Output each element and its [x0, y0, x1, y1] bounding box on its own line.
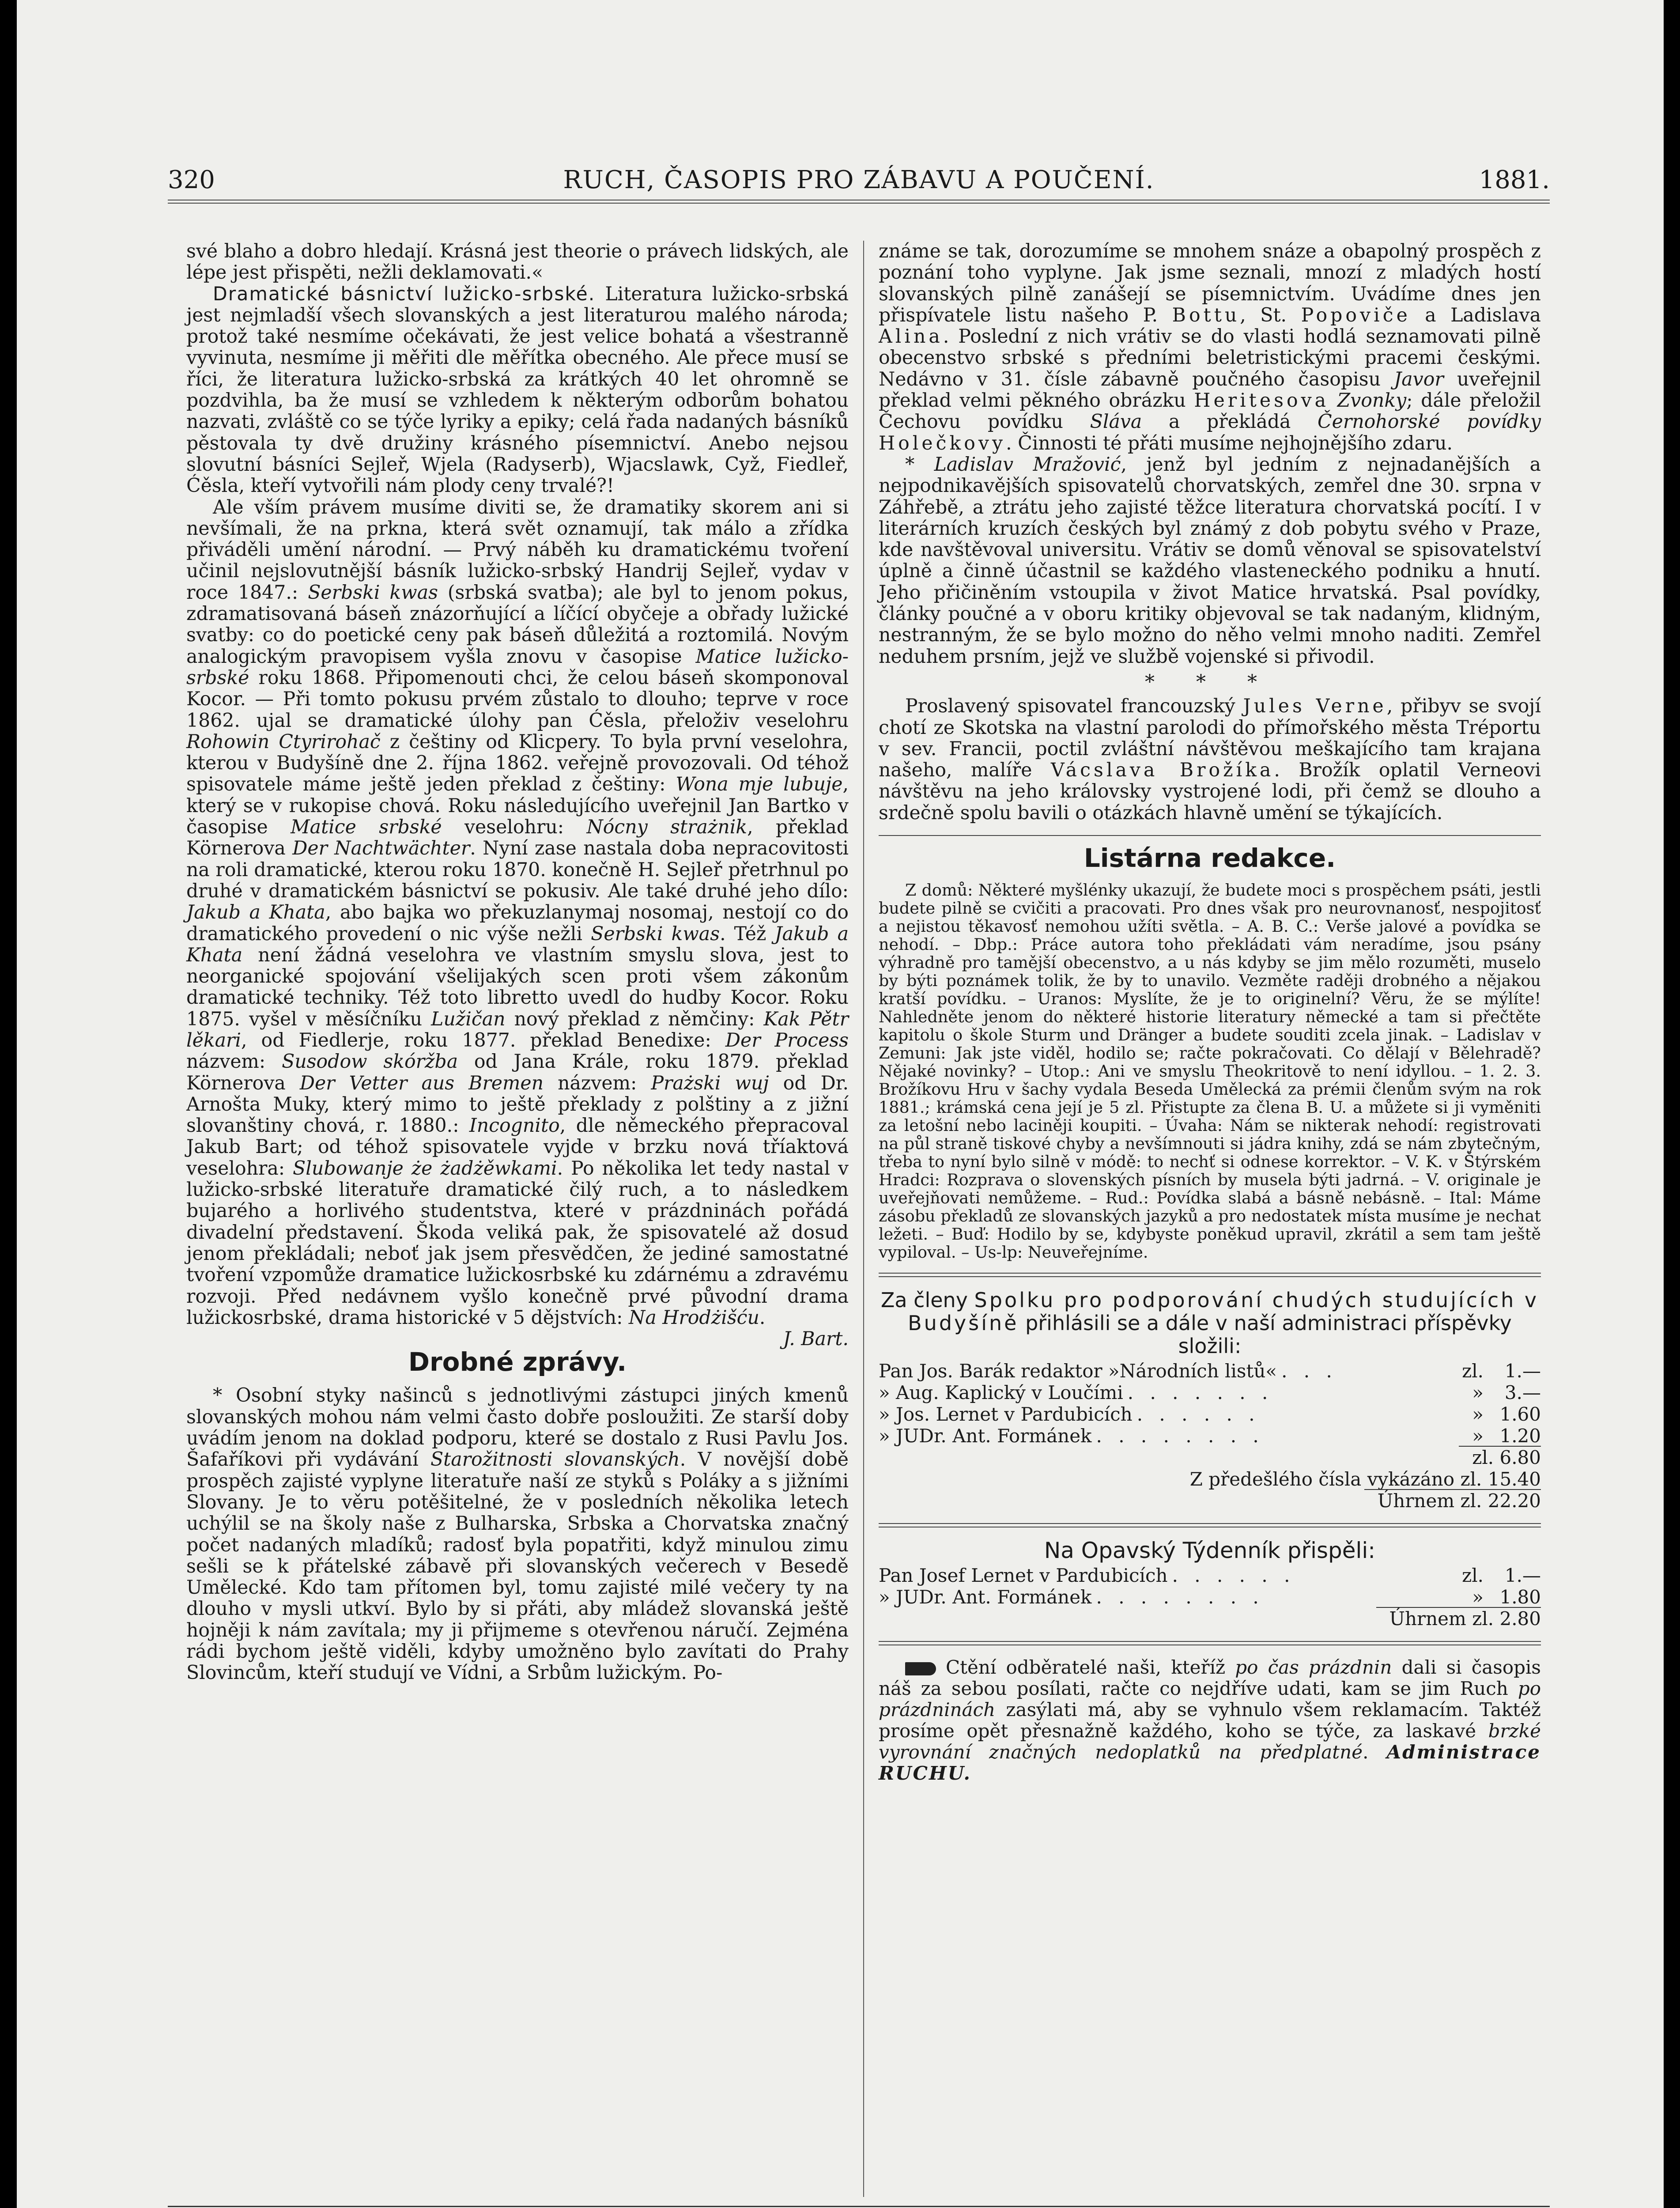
- title-ref: Kak Pětr lěkari: [186, 1008, 849, 1051]
- text: , jenž byl jedním z nejnadanějších a nejpodnikavějších spisovatelů chorvatských, zemřel dne 30. srpna v Záhřebě, a ztrátu jeho zajisté těžce literatura chorvatská pocítí. I v literárních kruzích českých byl známý z dob pobytu svého v Praze, kde navštěvoval universitu. Vrátiv se domů věnoval se spisovatelství úplně a činně účastnil se každého vlasteneckého podniku a hnutí. Jeho přičiněním vstoupila v život Matice hrvatská. Psal povídky, články poučné a v oboru kritiky objevoval se tak nadaným, klidným, nestranným, že se bylo možno do něho velmi mnoho naditi. Zemřel neduhem prsním, jejž ve službě vojenské si přivodil.: [879, 453, 1541, 668]
- spolek-subtotal: [879, 1447, 1541, 1468]
- text: Ale vším právem musíme diviti se, že dramatiky skorem ani si nevšímali, že na prkna, která svět oznamují, tak málo a zřídka přiváděli umění národní. — Prvý náběh ku dramatickému tvoření učinil nejslovutnější básník lužicko-srbský Handrij Sejleř, vydav v roce 1847.:: [186, 496, 849, 604]
- title-ref: Nócny strażnik: [586, 816, 748, 839]
- text: [1329, 389, 1337, 412]
- subtotal-value: zl. 6.80: [1459, 1446, 1541, 1468]
- amount: 3.—: [1504, 1382, 1541, 1404]
- currency: »: [1472, 1425, 1484, 1447]
- title-ref: Der Nachtwächter: [292, 837, 470, 860]
- text: a Ladislava: [1410, 304, 1541, 326]
- text: ; dále přeložil Čechovu povídku: [879, 389, 1541, 433]
- leader-dots: . . . . . . . .: [1096, 1425, 1264, 1447]
- title-ref: Javor: [1394, 368, 1444, 390]
- text: , přibyv se svojí chotí ze Skotska na vlastní parolodi do přímořského města Tréportu v sev. Francii, poctil zvláštní návštěvou meškajícího tam krajana našeho, malíře: [879, 695, 1541, 782]
- contributor-name: » Jos. Lernet v Pardubicích: [879, 1403, 1133, 1425]
- text: . V novější době prospěch zajisté vyplyne literatuře naší ze styků s Poláky a s jižními Slovany. Je to věru potěšitelné, že v posledních několika letech uchýlil se na školy naše z Bulharska, Srbska a Chorvatska značný počet nadaných mladíků; radosť byla popatřiti, když minulou zimu sešli se k přátelské zábavě při slovanských večerech v Besedě Umělecké. Kdo tam přítomen byl, tomu zajisté milé večery ty na dlouho v mysli utkví. Bylo by si přáti, aby mládež slovanská ještě hojněji k nám zavítala; my ji přijmeme s otevřenou náručí. Zejména rádi bychom ještě viděli, kdyby umožněno bylo zavítati do Prahy Slovincům, kteří studují ve Vídni, a Srbům lužickým. Po-: [186, 1448, 849, 1684]
- currency: zl.: [1462, 1360, 1484, 1382]
- pointing-hand-icon: [905, 1662, 936, 1675]
- title-ref: Prażski wuj: [651, 1072, 769, 1094]
- paragraph: své blaho a dobro hledají. Krásná jest theorie o právech lidských, ale lépe jest přispěti, nežli deklamovati.«: [186, 240, 849, 284]
- text: .: [759, 1306, 766, 1329]
- opava-contributions: [879, 1565, 1541, 1608]
- title-ref: Der Process: [725, 1029, 849, 1051]
- column-separator: [863, 241, 864, 2197]
- contribution-row: [879, 1565, 1541, 1586]
- signature: J. Bart.: [783, 1328, 849, 1350]
- page-number: 320: [168, 166, 215, 194]
- text: , abo bajka wo překuzlanymaj nosomaj, nestojí co do dramatického provedení o nic výše nežli: [186, 901, 849, 945]
- leader-dots: . . . . . .: [1136, 1403, 1260, 1425]
- text: Proslavený spisovatel francouzský: [905, 695, 1243, 718]
- text: , dle německého přepracoval Jakub Bart; od téhož spisovatele vyjde v brzku nová tříaktová veselohra:: [186, 1115, 849, 1180]
- currency: »: [1472, 1403, 1484, 1425]
- total-value: Úhrnem zl. 2.80: [1376, 1607, 1541, 1630]
- currency: zl.: [1462, 1565, 1484, 1587]
- title-ref: Matice lužicko-srbské: [186, 645, 849, 689]
- contributor-name: Pan Jos. Barák redaktor »Národních listů«: [879, 1360, 1277, 1382]
- amount: 1.20: [1499, 1425, 1541, 1447]
- header-rule: [168, 200, 1550, 204]
- amount: 1.—: [1504, 1360, 1541, 1382]
- title-ref: Serbski kwas: [308, 581, 438, 604]
- paragraph: [879, 241, 1541, 454]
- section-title-listarna: Listárna redakce.: [1084, 843, 1336, 873]
- leader-dots: . . .: [1281, 1360, 1337, 1382]
- currency: »: [1472, 1382, 1484, 1404]
- text: . Nyní zase nastala doba nepracovitosti na roli dramatické, kterou roku 1870. konečně H. Sejleř přetrhnul po druhé v dramatickém básnictví se pokusiv. Ale také druhé jeho dílo:: [186, 837, 849, 902]
- contributor-name: » JUDr. Ant. Formánek: [879, 1425, 1092, 1447]
- title-ref: Serbski kwas: [591, 923, 720, 945]
- title-ref: Matice srbské: [291, 816, 442, 839]
- running-header: [168, 166, 1550, 197]
- title-ref: Der Vetter aus Bremen: [299, 1072, 544, 1094]
- total-value: Úhrnem zl. 22.20: [1364, 1489, 1541, 1512]
- amount: 1.60: [1499, 1403, 1541, 1425]
- title-ref: Lužičan: [431, 1008, 506, 1030]
- title-ref: Rohowin Ctyrirohač: [186, 730, 381, 753]
- leader-dots: . . . . . . .: [1127, 1382, 1273, 1404]
- left-column: [186, 241, 849, 1684]
- spolek-previous: Z předešlého čísla vykázáno zl. 15.40: [1189, 1468, 1541, 1490]
- text: Ctění odběratelé naši, kteříž: [946, 1656, 1235, 1679]
- text: . Po několika let tedy nastal v lužicko-srbské literatuře dramatické čilý ruch, a to následkem bujarého a horlivého studentstva, které v prázdninách pořádá divadelní představení. Škoda veliká pak, že spisovatelé až dosud jenom překládali; neboť jak jsem přesvědčen, že jediné samostatné tvoření vzpomůže dramatice lužickosrbské ku zdárnému a zdravému rozvoji. Před nedávnem vyšlo konečně prvé původní drama lužickosrbské, drama historické v 5 dějstvích:: [186, 1157, 849, 1329]
- title-ref: Sláva: [1090, 411, 1142, 433]
- person-name: Holečkovy: [879, 432, 1006, 454]
- text: z češtiny od Klicpery. To byla první veselohra, kterou v Budyšíně dne 2. října 1862. veřejně provozovali. Od téhož spisovatele máme ještě jeden překlad z češtiny:: [186, 730, 849, 796]
- divider: [879, 1273, 1541, 1277]
- contribution-row: [879, 1425, 1541, 1447]
- society-name: Spolku pro podporování chudých studujících v Budyšíně: [908, 1288, 1539, 1335]
- administration-signature: Administrace RUCHU.: [879, 1741, 1541, 1785]
- title-ref: Wona mje lubuje: [676, 773, 843, 796]
- contributor-name: Pan Josef Lernet v Pardubicích: [879, 1565, 1168, 1587]
- person-name: Bottu: [1172, 304, 1240, 326]
- text: přihlásili se a dále v naší administraci příspěvky složili:: [1019, 1311, 1512, 1358]
- person-name: Vácslava Brožíka: [1050, 759, 1274, 782]
- emphasis: po čas prázdnin: [1235, 1656, 1392, 1679]
- text: roku 1868. Připomenouti chci, že celou báseň skomponoval Kocor. — Při tomto pokusu prvém zůstalo to dlouho; teprve v roce 1862. ujal se dramatické úlohy pan Ćěsla, přeloživ veselohru: [186, 666, 849, 732]
- paragraph: [879, 696, 1541, 824]
- text: , od Fiedlerje, roku 1877. překlad Benedixe:: [241, 1029, 725, 1051]
- spolek-total: [879, 1490, 1541, 1512]
- listarna-text: Z domů: Některé myšlénky ukazují, že budete moci s prospěchem psáti, jestli budete pilně se cvičiti a pracovati. Pro dnes však pro neurovnanosť, nespojitosť a nejistou těkavosť nemohou užíti světla. – A. B. C.: Verše jalové a povídka se nehodí. – Dbp.: Práce autora toho překládati vám neradíme, jsou psány výhradně pro tamější obecenstvo, a u nás kdyby se jim mělo rozuměti, muselo by býti poznámek tolik, že by to unavilo. Vezměte raději drobného a nějakou kratší povídku. – Uranos: Myslíte, že je to originelní? Věru, že se mýlíte! Nahledněte jenom do některé historie literatury německé a tam si přečtěte kapitolu o škole Sturm und Dränger a budete souditi zcela jinak. – Ladislav v Zemuni: Jak jste viděl, hodilo se; račte pokračovati. Co dělají v Bělehradě? Nějaké novinky? – Utop.: Ani ve smyslu Theokritově to není idyllou. – 1. 2. 3. Brožíkovu Hru v šachy vydala Beseda Umělecká za prémii členům svým na rok 1881.; krámská cena její je 5 zl. Přistupte za člena B. U. a můžete si ji vyměniti za letošní nebo laciněji koupiti. – Úvaha: Nám se nikterak nehodí: registrovati na půl straně tiskové chyby a nevšímnouti si jádra knihy, zdá se nám zbytečným, třeba to nyní bylo silně v módě: to nechť si odnese korrektor. – V. K. v Štýrském Hradci: Rozprava o slovenských písních by musela býti jadrná. – V. originale je uveřejňovati nemůžeme. – Rud.: Povídka slabá a básně nebásně. – Ital: Máme zásobu překladů ze slovanských jazyků a pro nedostatek místa musíme je nechat ležeti. – Buď: Hodilo by se, kdybyste poněkud upravil, zkrátil a sem tam ještě vypiloval. – Us-lp: Neuveřejníme.: [879, 881, 1541, 1262]
- paragraph: [186, 1385, 849, 1683]
- title-ref: Na Hrodżišću: [629, 1306, 759, 1329]
- text: . Činnosti té přáti musíme nejhojnějšího zdaru.: [1006, 432, 1453, 454]
- text: , St.: [1240, 304, 1301, 326]
- text: názvem:: [186, 1051, 282, 1073]
- currency: »: [1472, 1586, 1484, 1608]
- contribution-row: [879, 1586, 1541, 1608]
- opava-total: [879, 1608, 1541, 1630]
- text: od Dr. Arnošta Muky, který mimo to ještě překlady z polštiny a z jižní slovanštiny chová, r. 1880.:: [186, 1072, 849, 1137]
- title-ref: Zvonky: [1337, 389, 1407, 412]
- title-ref: Susodow skóržba: [282, 1051, 458, 1073]
- divider: [879, 1641, 1541, 1645]
- text: a překládá: [1142, 411, 1318, 433]
- text: uveřejnil překlad velmi pěkného obrázku: [879, 368, 1541, 412]
- contribution-row: [879, 1382, 1541, 1403]
- leader-dots: . . . . . .: [1172, 1565, 1295, 1587]
- text: od Jana Krále, roku 1879. překlad Körnerova: [186, 1051, 849, 1094]
- text: Za členy: [880, 1288, 974, 1312]
- year: 1881.: [1479, 166, 1550, 194]
- footer-rule: [168, 2206, 1550, 2207]
- spolek-heading: [879, 1289, 1541, 1357]
- text: není žádná veselohra ve vlastním smyslu slova, jest to neorganické spojování všelijakých scen proti všem zákonům dramatické techniky. Též toto libretto uvedl do hudby Kocor. Roku 1875. vyšel v měsíčníku: [186, 944, 849, 1030]
- text: *: [905, 453, 934, 476]
- emphasis: po prázdninách: [879, 1678, 1541, 1721]
- emphasis: brzké vyrovnání značných nedoplatků na předplatné: [879, 1720, 1541, 1763]
- paragraph-text: Literatura lužicko-srbská jest nejmladší všech slovanských a jest literaturou malého národa; protož také nesmíme očekávati, že jest velice bohatá a všestranně vyvinuta, nesmíme ji měřiti dle měřítka obecného. Ale přece musí se říci, že literatura lužicko-srbská za krátkých 40 let ohromně se pozdvihla, ba že musí se vzhledem k některým odborům bohatou nazvati, zvláště co se týče lyriky a epiky; celá řada nadaných básníků pěstovala ty dvě družiny krásného písemnictví. Anebo nejsou slovutní básníci Sejleř, Wjela (Radyserb), Wjacslawk, Cyž, Fiedleř, Ćěsla, kteří vytvořili nám plody ceny trvalé?!: [186, 283, 849, 497]
- title-ref: Jakub a Khata: [186, 923, 849, 966]
- divider: [879, 835, 1541, 836]
- person-name: Jules Verne: [1243, 695, 1387, 718]
- person-name: Ladislav Mražović: [934, 453, 1121, 476]
- text: (srbská svatba); ale byl to jenom pokus, zdramatisovaná báseň znázorňující a líčící obyčeje a obřady lužické svatby: co do poetické ceny pak báseň důležitá a roztomilá. Novým analogickým pravopisem vyšla znovu v časopise: [186, 581, 849, 668]
- text: , který se v rukopise chová. Roku následujícího uveřejnil Jan Bartko v časopise: [186, 773, 849, 839]
- text: . Též: [720, 923, 775, 945]
- person-name: Popoviče: [1301, 304, 1411, 326]
- amount: 1.—: [1504, 1565, 1541, 1587]
- text: .: [1363, 1741, 1387, 1763]
- contribution-row: [879, 1360, 1541, 1382]
- title-ref: Jakub a Khata: [186, 901, 325, 924]
- divider: [879, 1523, 1541, 1527]
- title-ref: Slubowanje że żadżěwkami: [293, 1157, 557, 1180]
- paragraph: [186, 496, 849, 1350]
- section-title-drobne: Drobné zprávy.: [408, 1347, 627, 1377]
- section-stars: * * *: [1145, 670, 1275, 693]
- text: * Osobní styky našinců s jednotlivými zástupci jiných kmenů slovanských mohou nám velmi často dobře posloužiti. Ze starší doby uvádím jenom na doklad podporu, které se dostalo z Rusi Pavlu Jos. Šafaříkovi při vydávání: [186, 1384, 849, 1471]
- leader-dots: . . . . . . . .: [1096, 1586, 1264, 1608]
- journal-title: RUCH, ČASOPIS PRO ZÁBAVU A POUČENÍ.: [563, 166, 1155, 194]
- text: zasýlati má, aby se vyhnulo všem reklamacím. Taktéž prosíme opět přesnažně každého, koho se týče, za laskavé: [879, 1699, 1541, 1742]
- right-column: [879, 241, 1541, 1784]
- text: názvem:: [544, 1072, 651, 1094]
- text: . Brožík oplatil Verneovi návštěvu na jeho královsky vystrojené lodi, při čemž se dlouho a srdečně spolu bavili o otázkách hlavně umění se týkajících.: [879, 759, 1541, 824]
- contributor-name: » Aug. Kaplický v Loučími: [879, 1382, 1123, 1404]
- text: dali si časopis náš za sebou posílati, račte co nejdříve udati, kam se jim Ruch: [879, 1656, 1541, 1700]
- text: veselohru:: [442, 816, 587, 839]
- text: známe se tak, dorozumíme se mnohem snáze a obapolný prospěch z poznání toho vyplyne. Jak jsme seznali, mnozí z mladých hostí slovanských pilně zanášejí se písemnictvím. Uvádíme dnes jen přispívatele listu našeho P.: [879, 240, 1541, 326]
- spolek-contributions: [879, 1360, 1541, 1447]
- subscriber-notice: [879, 1657, 1541, 1784]
- text: nový překlad z němčiny:: [505, 1008, 764, 1030]
- paragraph: [879, 454, 1541, 667]
- person-name: Alina: [879, 325, 943, 348]
- person-name: Heritesova: [1194, 389, 1329, 412]
- contribution-row: [879, 1403, 1541, 1425]
- amount: 1.80: [1499, 1586, 1541, 1608]
- paragraph: [186, 284, 849, 497]
- title-ref: Incognito: [469, 1115, 560, 1137]
- title-ref: Černohorské povídky: [1318, 411, 1541, 433]
- section-heading: Dramatické básnictví lužicko-srbské.: [213, 283, 596, 305]
- text: . Poslední z nich vrátiv se do vlasti hodlá seznamovati pilně obecenstvo srbské s předními beletristickými pracemi českými. Nedávno v 31. čísle zábavně poučného časopisu: [879, 325, 1541, 390]
- contributor-name: » JUDr. Ant. Formánek: [879, 1586, 1092, 1608]
- opava-heading: Na Opavský Týdenník přispěli:: [1044, 1538, 1376, 1564]
- text: , překlad Körnerova: [186, 816, 849, 860]
- title-ref: Starožitnosti slovanských: [430, 1448, 680, 1471]
